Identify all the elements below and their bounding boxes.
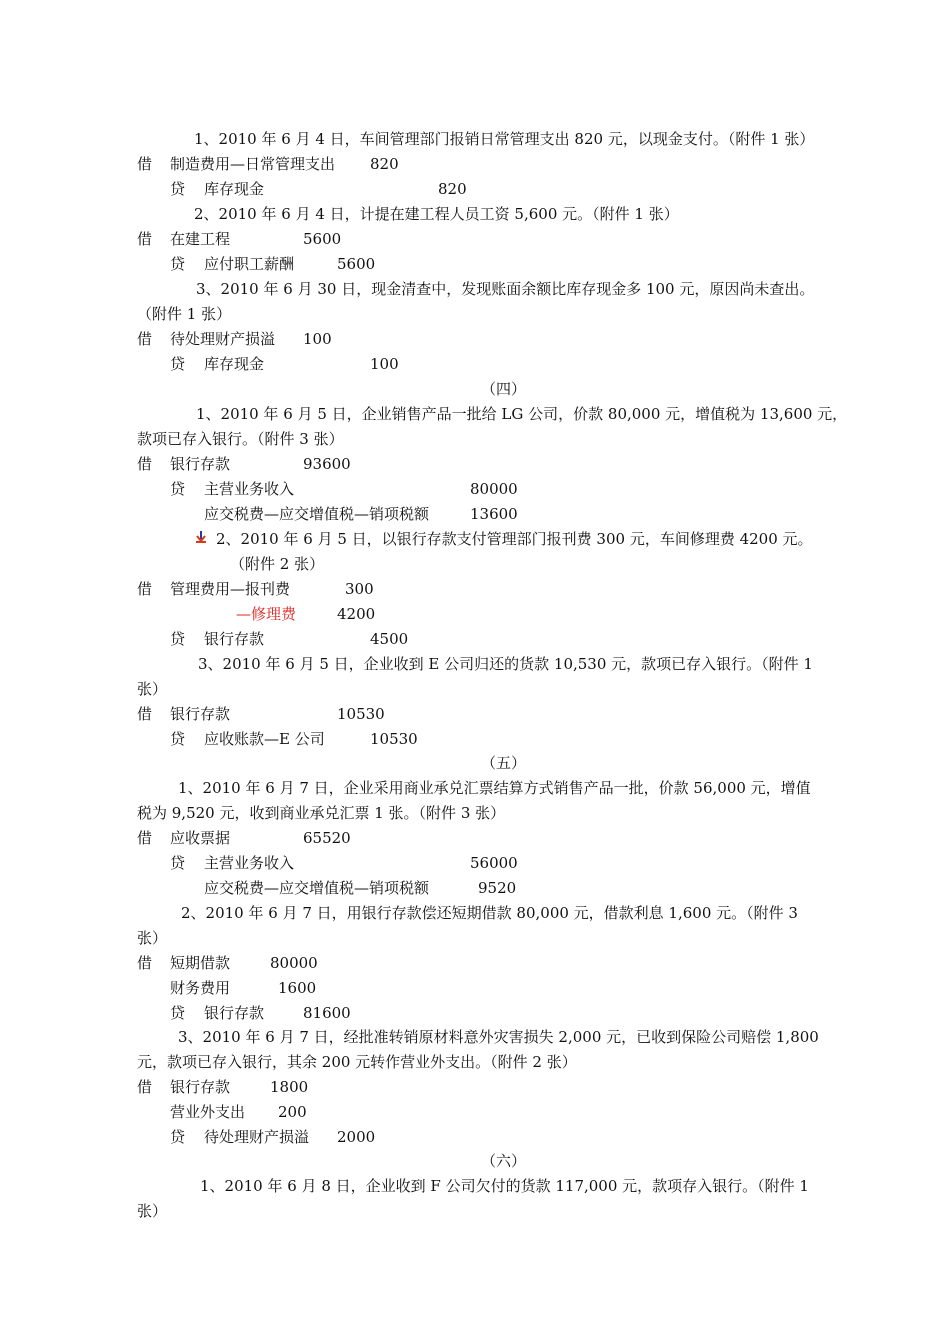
debit-mark: 借: [137, 455, 153, 473]
entry-description: 2、2010 年 6 月 5 日，以银行存款支付管理部门报刊费 300 元，车间修理费 4200 元。: [216, 530, 813, 548]
debit-amount: 100: [303, 330, 332, 348]
credit-amount: 820: [438, 180, 467, 198]
entry-description: 2、2010 年 6 月 4 日，计提在建工程人员工资 5,600 元。（附件 1 张）: [194, 205, 679, 223]
credit-account: 应收账款—E 公司: [204, 730, 325, 748]
entry-description-cont: 张）: [137, 1202, 168, 1220]
credit-amount: 9520: [478, 879, 517, 897]
credit-mark: 贷: [170, 355, 186, 373]
debit-account: 财务费用: [170, 979, 231, 997]
entry-description-cont: （附件 2 张）: [230, 555, 325, 573]
entry-description: 3、2010 年 6 月 5 日，企业收到 E 公司归还的货款 10,530 元，款项已存入银行。（附件 1: [198, 655, 813, 673]
debit-mark: 借: [137, 705, 153, 723]
entry-description: 3、2010 年 6 月 30 日，现金清查中，发现账面余额比库存现金多 100 元，原因尚未查出。: [196, 280, 815, 298]
debit-account: 应收票据: [170, 829, 231, 847]
credit-amount: 56000: [470, 854, 518, 872]
section-heading: （六）: [481, 1152, 527, 1170]
debit-mark: 借: [137, 230, 153, 248]
entry-description-cont: 款项已存入银行。（附件 3 张）: [137, 430, 344, 448]
debit-amount: 1800: [270, 1078, 309, 1096]
debit-mark: 借: [137, 155, 153, 173]
credit-amount: 100: [370, 355, 399, 373]
credit-account: 银行存款: [204, 1004, 265, 1022]
debit-amount: 80000: [270, 954, 318, 972]
credit-mark: 贷: [170, 255, 186, 273]
debit-amount: 10530: [337, 705, 385, 723]
credit-mark: 贷: [170, 1128, 186, 1146]
credit-mark: 贷: [170, 1004, 186, 1022]
debit-subaccount: —修理费: [236, 605, 297, 623]
debit-amount: 4200: [337, 605, 376, 623]
credit-account: 应交税费—应交增值税—销项税额: [204, 505, 430, 523]
credit-amount: 2000: [337, 1128, 376, 1146]
credit-mark: 贷: [170, 854, 186, 872]
credit-account: 库存现金: [204, 180, 265, 198]
debit-account: 管理费用—报刊费: [170, 580, 291, 598]
entry-description: 1、2010 年 6 月 8 日，企业收到 F 公司欠付的货款 117,000 元，款项存入银行。（附件 1: [200, 1177, 809, 1195]
credit-mark: 贷: [170, 480, 186, 498]
entry-description: 3、2010 年 6 月 7 日，经批准转销原材料意外灾害损失 2,000 元，已收到保险公司赔偿 1,800: [178, 1028, 819, 1046]
debit-amount: 820: [370, 155, 399, 173]
credit-account: 主营业务收入: [204, 854, 295, 872]
debit-account: 短期借款: [170, 954, 231, 972]
debit-account: 银行存款: [170, 455, 231, 473]
section-heading: （四）: [481, 380, 527, 398]
debit-mark: 借: [137, 829, 153, 847]
entry-description-cont: 税为 9,520 元，收到商业承兑汇票 1 张。（附件 3 张）: [137, 804, 506, 822]
debit-amount: 5600: [303, 230, 342, 248]
credit-mark: 贷: [170, 630, 186, 648]
credit-amount: 5600: [337, 255, 376, 273]
section-heading: （五）: [481, 754, 527, 772]
debit-amount: 1600: [278, 979, 317, 997]
entry-description: 1、2010 年 6 月 5 日，企业销售产品一批给 LG 公司，价款 80,000 元，增值税为 13,600 元，: [196, 405, 848, 423]
debit-account: 制造费用—日常管理支出: [170, 155, 336, 173]
debit-mark: 借: [137, 954, 153, 972]
debit-mark: 借: [137, 1078, 153, 1096]
debit-amount: 300: [345, 580, 374, 598]
credit-amount: 10530: [370, 730, 418, 748]
debit-account: 在建工程: [170, 230, 231, 248]
entry-description: 1、2010 年 6 月 7 日，企业采用商业承兑汇票结算方式销售产品一批，价款 56,000 元，增值: [178, 779, 811, 797]
credit-account: 应付职工薪酬: [204, 255, 295, 273]
debit-account: 银行存款: [170, 1078, 231, 1096]
debit-account: 待处理财产损溢: [170, 330, 276, 348]
credit-account: 银行存款: [204, 630, 265, 648]
entry-description: 1、2010 年 6 月 4 日，车间管理部门报销日常管理支出 820 元，以现金支付。（附件 1 张）: [194, 130, 815, 148]
entry-description: 2、2010 年 6 月 7 日，用银行存款偿还短期借款 80,000 元，借款利息 1,600 元。（附件 3: [181, 904, 798, 922]
credit-amount: 80000: [470, 480, 518, 498]
arrow-marker-icon: [194, 530, 208, 544]
debit-amount: 200: [278, 1103, 307, 1121]
credit-account: 待处理财产损溢: [204, 1128, 310, 1146]
credit-mark: 贷: [170, 180, 186, 198]
credit-amount: 81600: [303, 1004, 351, 1022]
debit-mark: 借: [137, 580, 153, 598]
debit-amount: 93600: [303, 455, 351, 473]
credit-amount: 13600: [470, 505, 518, 523]
credit-account: 库存现金: [204, 355, 265, 373]
credit-account: 应交税费—应交增值税—销项税额: [204, 879, 430, 897]
entry-description-cont: 元，款项已存入银行，其余 200 元转作营业外支出。（附件 2 张）: [137, 1053, 577, 1071]
debit-amount: 65520: [303, 829, 351, 847]
debit-mark: 借: [137, 330, 153, 348]
credit-amount: 4500: [370, 630, 409, 648]
debit-account: 营业外支出: [170, 1103, 246, 1121]
credit-account: 主营业务收入: [204, 480, 295, 498]
entry-description-cont: 张）: [137, 680, 168, 698]
credit-mark: 贷: [170, 730, 186, 748]
entry-description-cont: 张）: [137, 929, 168, 947]
entry-description-cont: （附件 1 张）: [137, 305, 232, 323]
debit-account: 银行存款: [170, 705, 231, 723]
